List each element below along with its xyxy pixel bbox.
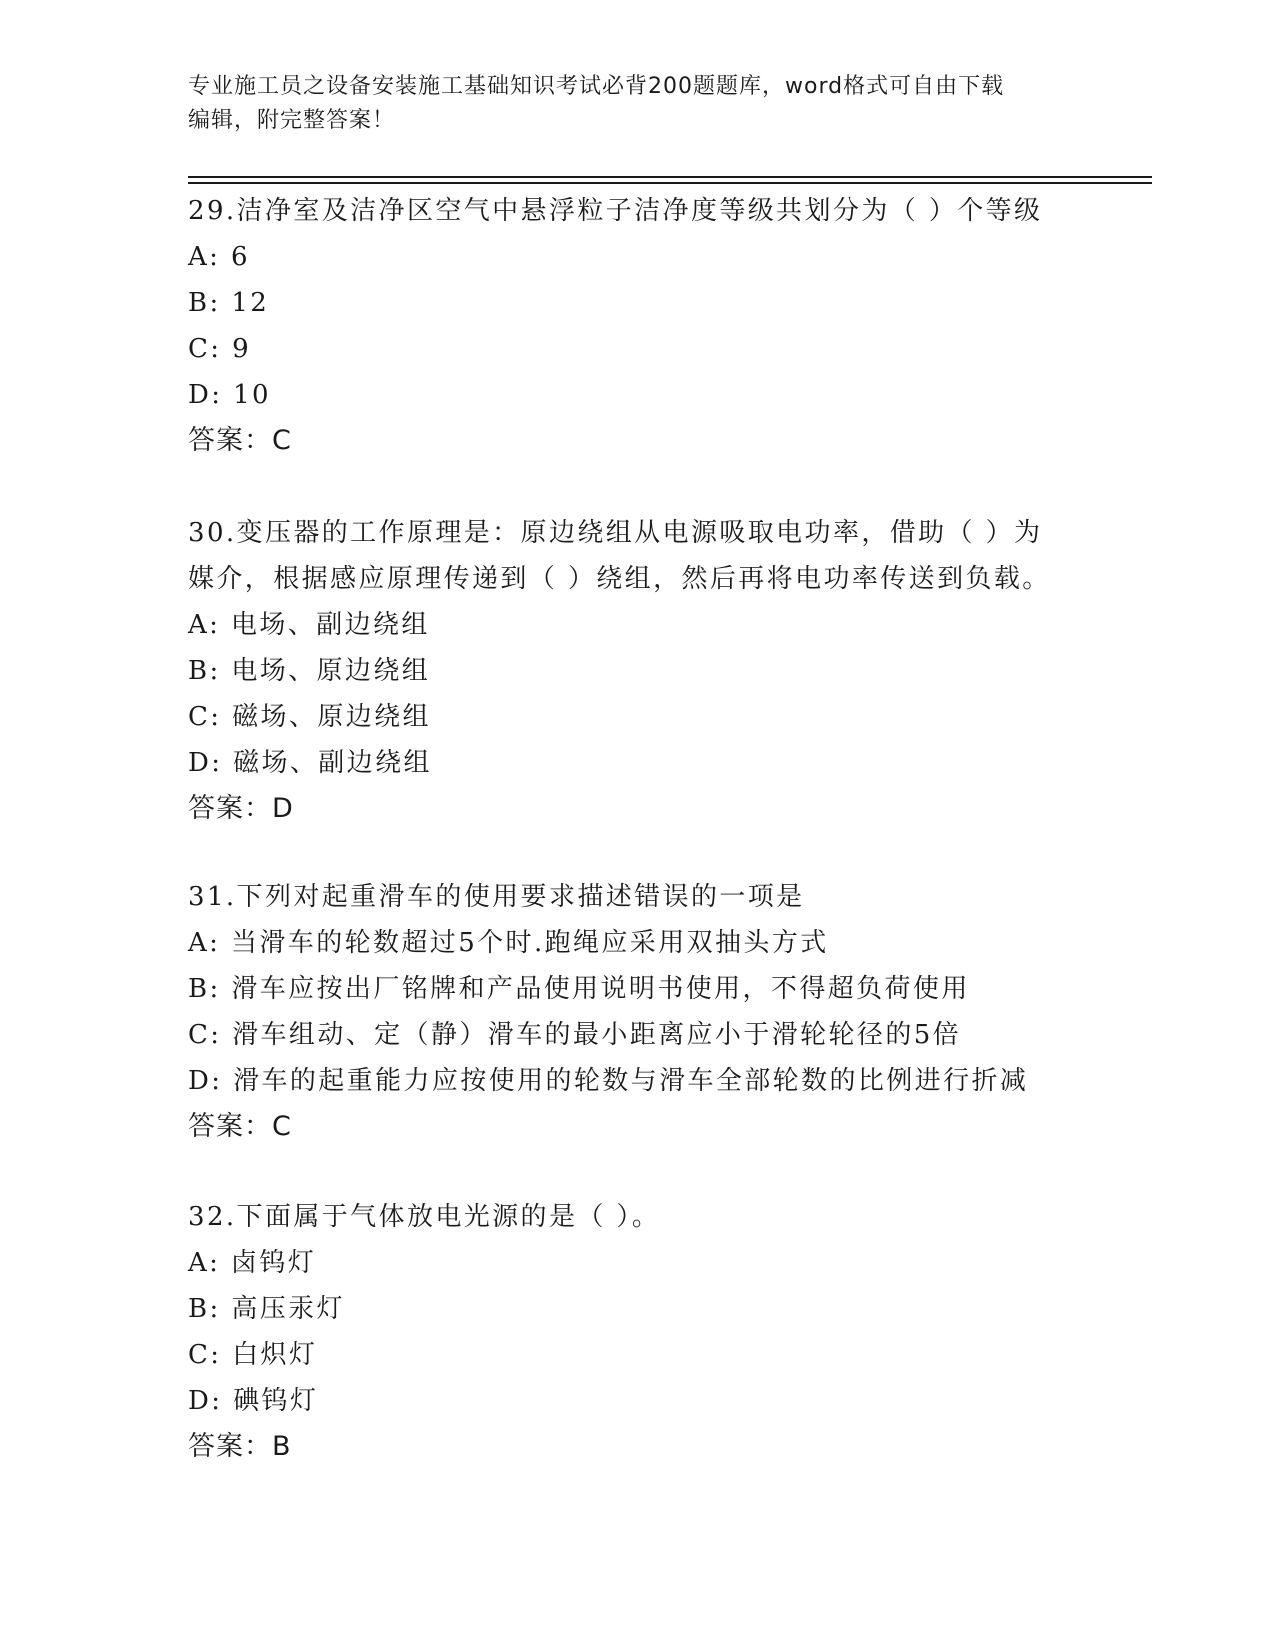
question-stem-continued: 媒介，根据感应原理传递到（ ）绕组，然后再将电功率传送到负载。 [188,564,1051,594]
answer: 答案：C [188,425,292,456]
option-c: C: 9 [188,334,252,364]
option-a: A: 6 [188,242,250,272]
option-b: B: 高压汞灯 [188,1294,345,1324]
option-a: A: 当滑车的轮数超过5个时.跑绳应采用双抽头方式 [188,928,829,958]
question-stem: 31.下列对起重滑车的使用要求描述错误的一项是 [188,882,805,912]
option-d: D: 10 [188,380,271,410]
question-stem: 29.洁净室及洁净区空气中悬浮粒子洁净度等级共划分为（ ）个等级 [188,196,1043,226]
answer: 答案：B [188,1431,292,1462]
document-header [188,70,1088,138]
question-30 [188,510,1088,832]
option-c: C: 滑车组动、定（静）滑车的最小距离应小于滑轮轮径的5倍 [188,1020,962,1050]
answer: 答案：C [188,1111,292,1142]
option-a: A: 卤钨灯 [188,1248,317,1278]
question-29 [188,188,1088,464]
question-stem: 32.下面属于气体放电光源的是（ ）。 [188,1202,661,1232]
header-rule-top [188,176,1152,178]
question-stem: 30.变压器的工作原理是：原边绕组从电源吸取电功率，借助（ ）为 [188,518,1043,548]
option-d: D: 碘钨灯 [188,1386,319,1416]
option-b: B: 滑车应按出厂铭牌和产品使用说明书使用，不得超负荷使用 [188,974,970,1004]
option-c: C: 白炽灯 [188,1340,318,1370]
header-line-1: 专业施工员之设备安装施工基础知识考试必背200题题库，word格式可自由下载 [188,74,1005,99]
header-line-2: 编辑，附完整答案！ [188,108,396,133]
option-a: A: 电场、副边绕组 [188,610,430,640]
option-b: B: 电场、原边绕组 [188,656,431,686]
option-d: D: 滑车的起重能力应按使用的轮数与滑车全部轮数的比例进行折减 [188,1066,1029,1096]
option-d: D: 磁场、副边绕组 [188,748,432,778]
option-c: C: 磁场、原边绕组 [188,702,431,732]
question-31 [188,874,1088,1150]
option-b: B: 12 [188,288,270,318]
header-rule-bottom [188,182,1152,184]
question-32 [188,1194,1088,1470]
answer: 答案：D [188,793,294,824]
